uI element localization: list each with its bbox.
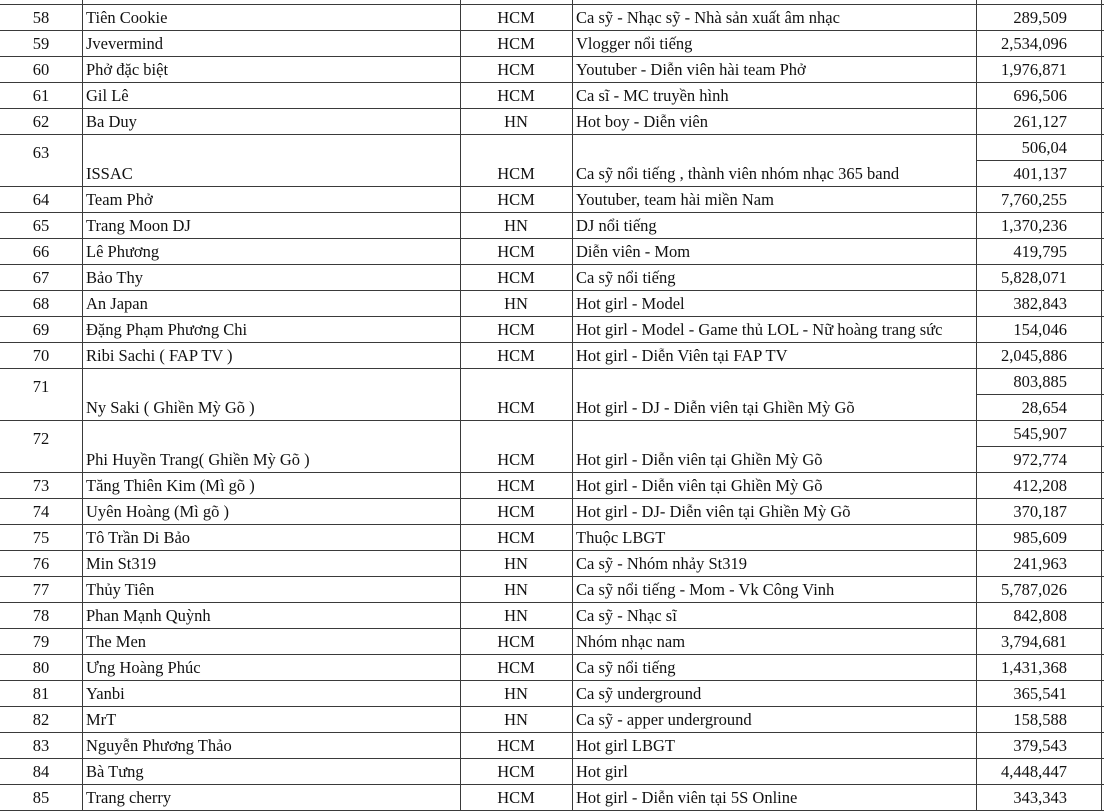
grid-hline (0, 56, 1104, 57)
grid-hline (0, 212, 1104, 213)
description: Hot girl - Diễn viên tại 5S Online (576, 789, 798, 807)
description: Hot girl - DJ- Diễn viên tại Ghiền Mỳ Gõ (576, 503, 851, 521)
grid-hline (0, 628, 1104, 629)
grid-hline (0, 4, 1104, 5)
follower-count: 5,787,026 (1001, 581, 1067, 599)
person-name: Ny Saki ( Ghiền Mỳ Gõ ) (86, 399, 255, 417)
follower-count: 972,774 (1013, 451, 1067, 469)
description: Hot girl - DJ - Diễn viên tại Ghiền Mỳ Gõ (576, 399, 855, 417)
description: Ca sĩ - MC truyền hình (576, 87, 729, 105)
person-name: MrT (86, 711, 117, 729)
area-code: HCM (497, 165, 535, 183)
person-name: Tô Trần Di Bảo (86, 529, 191, 547)
row-number: 66 (32, 243, 50, 261)
person-name: Đặng Phạm Phương Chi (86, 321, 248, 339)
description: Ca sỹ - Nhóm nhảy St319 (576, 555, 747, 573)
person-name: The Men (86, 633, 147, 651)
grid-hline (0, 602, 1104, 603)
grid-hline (0, 82, 1104, 83)
row-number: 60 (32, 61, 50, 79)
follower-count: 365,541 (1013, 685, 1067, 703)
grid-hline (0, 264, 1104, 265)
area-code: HCM (497, 61, 535, 79)
follower-count: 803,885 (1013, 373, 1067, 391)
description: Vlogger nổi tiếng (576, 35, 693, 53)
area-code: HCM (497, 763, 535, 781)
person-name: Yanbi (86, 685, 125, 703)
person-name: Jvevermind (86, 35, 163, 53)
grid-hline (0, 342, 1104, 343)
description: Hot girl LBGT (576, 737, 675, 755)
area-code: HN (504, 555, 528, 573)
person-name: Ribi Sachi ( FAP TV ) (86, 347, 233, 365)
grid-hline (0, 368, 1104, 369)
person-name: Phi Huyền Trang( Ghiền Mỳ Gõ ) (86, 451, 310, 469)
row-number: 85 (32, 789, 50, 807)
description: Ca sỹ - apper underground (576, 711, 752, 729)
row-number: 83 (32, 737, 50, 755)
area-code: HCM (497, 321, 535, 339)
follower-count: 696,506 (1013, 87, 1067, 105)
person-name: Tiên Cookie (86, 9, 168, 27)
area-code: HCM (497, 35, 535, 53)
row-number: 79 (32, 633, 50, 651)
row-number: 73 (32, 477, 50, 495)
grid-hline (0, 498, 1104, 499)
area-code: HCM (497, 503, 535, 521)
grid-hline (0, 134, 1104, 135)
description: Nhóm nhạc nam (576, 633, 686, 651)
area-code: HCM (497, 87, 535, 105)
grid-hline (0, 550, 1104, 551)
row-number: 78 (32, 607, 50, 625)
follower-count: 1,370,236 (1001, 217, 1067, 235)
description: Ca sỹ nổi tiếng (576, 269, 676, 287)
area-code: HCM (497, 529, 535, 547)
grid-hline (0, 784, 1104, 785)
grid-hline (0, 654, 1104, 655)
person-name: An Japan (86, 295, 148, 313)
area-code: HCM (497, 347, 535, 365)
description: Ca sỹ - Nhạc sĩ (576, 607, 677, 625)
grid-vline (1101, 0, 1102, 810)
description: Ca sỹ - Nhạc sỹ - Nhà sản xuất âm nhạc (576, 9, 840, 27)
row-number: 63 (32, 144, 50, 162)
area-code: HCM (497, 659, 535, 677)
follower-count: 1,976,871 (1001, 61, 1067, 79)
row-number: 64 (32, 191, 50, 209)
follower-count: 1,431,368 (1001, 659, 1067, 677)
row-number: 59 (32, 35, 50, 53)
row-number: 70 (32, 347, 50, 365)
grid-hline (0, 706, 1104, 707)
grid-hline (0, 680, 1104, 681)
row-number: 80 (32, 659, 50, 677)
person-name: Lê Phương (86, 243, 160, 261)
person-name: Trang Moon DJ (86, 217, 191, 235)
follower-count: 5,828,071 (1001, 269, 1067, 287)
description: Hot girl (576, 763, 628, 781)
row-number: 68 (32, 295, 50, 313)
area-code: HCM (497, 9, 535, 27)
person-name: Min St319 (86, 555, 157, 573)
row-number: 82 (32, 711, 50, 729)
row-number: 75 (32, 529, 50, 547)
grid-hline (0, 108, 1104, 109)
grid-hline (0, 238, 1104, 239)
grid-hline (976, 446, 1104, 447)
description: Hot boy - Diễn viên (576, 113, 708, 131)
follower-count: 7,760,255 (1001, 191, 1067, 209)
grid-hline (0, 524, 1104, 525)
follower-count: 370,187 (1013, 503, 1067, 521)
grid-hline (0, 316, 1104, 317)
description: Ca sỹ underground (576, 685, 702, 703)
person-name: Nguyễn Phương Thảo (86, 737, 232, 755)
follower-count: 842,808 (1013, 607, 1067, 625)
grid-hline (0, 30, 1104, 31)
description: Hot girl - Diễn viên tại Ghiền Mỳ Gõ (576, 477, 823, 495)
person-name: Trang cherry (86, 789, 172, 807)
area-code: HCM (497, 477, 535, 495)
follower-count: 289,509 (1013, 9, 1067, 27)
row-number: 72 (32, 430, 50, 448)
follower-count: 506,04 (1021, 139, 1067, 157)
area-code: HCM (497, 451, 535, 469)
description: Youtuber - Diễn viên hài team Phở (576, 61, 806, 79)
area-code: HN (504, 607, 528, 625)
row-number: 77 (32, 581, 50, 599)
description: Ca sỹ nổi tiếng (576, 659, 676, 677)
area-code: HN (504, 685, 528, 703)
row-number: 69 (32, 321, 50, 339)
follower-count: 4,448,447 (1001, 763, 1067, 781)
area-code: HCM (497, 737, 535, 755)
person-name: Ba Duy (86, 113, 137, 131)
description: Youtuber, team hài miền Nam (576, 191, 774, 209)
grid-hline (0, 420, 1104, 421)
description: Ca sỹ nổi tiếng , thành viên nhóm nhạc 365 band (576, 165, 900, 183)
grid-hline (976, 160, 1104, 161)
follower-count: 241,963 (1013, 555, 1067, 573)
row-number: 65 (32, 217, 50, 235)
description: Diễn viên - Mom (576, 243, 691, 261)
description: Thuộc LBGT (576, 529, 666, 547)
area-code: HCM (497, 399, 535, 417)
person-name: Phan Mạnh Quỳnh (86, 607, 211, 625)
row-number: 76 (32, 555, 50, 573)
row-number: 84 (32, 763, 50, 781)
person-name: Bà Tưng (86, 763, 144, 781)
area-code: HN (504, 581, 528, 599)
area-code: HN (504, 711, 528, 729)
person-name: Phở đặc biệt (86, 61, 169, 79)
description: Ca sỹ nổi tiếng - Mom - Vk Công Vinh (576, 581, 835, 599)
grid-hline (0, 290, 1104, 291)
follower-count: 379,543 (1013, 737, 1067, 755)
grid-hline (0, 472, 1104, 473)
follower-count: 343,343 (1013, 789, 1067, 807)
person-name: Uyên Hoàng (Mì gõ ) (86, 503, 229, 521)
row-number: 61 (32, 87, 50, 105)
person-name: Team Phở (86, 191, 153, 209)
person-name: Bảo Thy (86, 269, 143, 287)
grid-hline (0, 758, 1104, 759)
row-number: 71 (32, 378, 50, 396)
description: Hot girl - Model (576, 295, 685, 313)
follower-count: 382,843 (1013, 295, 1067, 313)
person-name: ISSAC (86, 165, 133, 183)
description: Hot girl - Diễn viên tại Ghiền Mỳ Gõ (576, 451, 823, 469)
follower-count: 545,907 (1013, 425, 1067, 443)
follower-count: 28,654 (1021, 399, 1067, 417)
description: Hot girl - Model - Game thủ LOL - Nữ hoàng trang sức (576, 321, 943, 339)
grid-hline (976, 394, 1104, 395)
follower-count: 154,046 (1013, 321, 1067, 339)
row-number: 67 (32, 269, 50, 287)
person-name: Thủy Tiên (86, 581, 155, 599)
grid-hline (0, 732, 1104, 733)
area-code: HCM (497, 243, 535, 261)
follower-count: 401,137 (1013, 165, 1067, 183)
description: DJ nổi tiếng (576, 217, 657, 235)
area-code: HCM (497, 191, 535, 209)
follower-count: 261,127 (1013, 113, 1067, 131)
follower-count: 2,045,886 (1001, 347, 1067, 365)
area-code: HN (504, 113, 528, 131)
area-code: HCM (497, 633, 535, 651)
follower-count: 412,208 (1013, 477, 1067, 495)
follower-count: 3,794,681 (1001, 633, 1067, 651)
area-code: HCM (497, 789, 535, 807)
row-number: 62 (32, 113, 50, 131)
grid-vline (572, 0, 573, 810)
grid-hline (0, 186, 1104, 187)
area-code: HN (504, 295, 528, 313)
follower-count: 158,588 (1013, 711, 1067, 729)
follower-count: 985,609 (1013, 529, 1067, 547)
follower-count: 419,795 (1013, 243, 1067, 261)
row-number: 74 (32, 503, 50, 521)
person-name: Gil Lê (86, 87, 129, 105)
grid-vline (82, 0, 83, 810)
person-name: Ưng Hoàng Phúc (86, 659, 201, 677)
description: Hot girl - Diễn Viên tại FAP TV (576, 347, 788, 365)
row-number: 81 (32, 685, 50, 703)
area-code: HN (504, 217, 528, 235)
row-number: 58 (32, 9, 50, 27)
person-name: Tăng Thiên Kim (Mì gõ ) (86, 477, 255, 495)
area-code: HCM (497, 269, 535, 287)
grid-hline (0, 576, 1104, 577)
follower-count: 2,534,096 (1001, 35, 1067, 53)
